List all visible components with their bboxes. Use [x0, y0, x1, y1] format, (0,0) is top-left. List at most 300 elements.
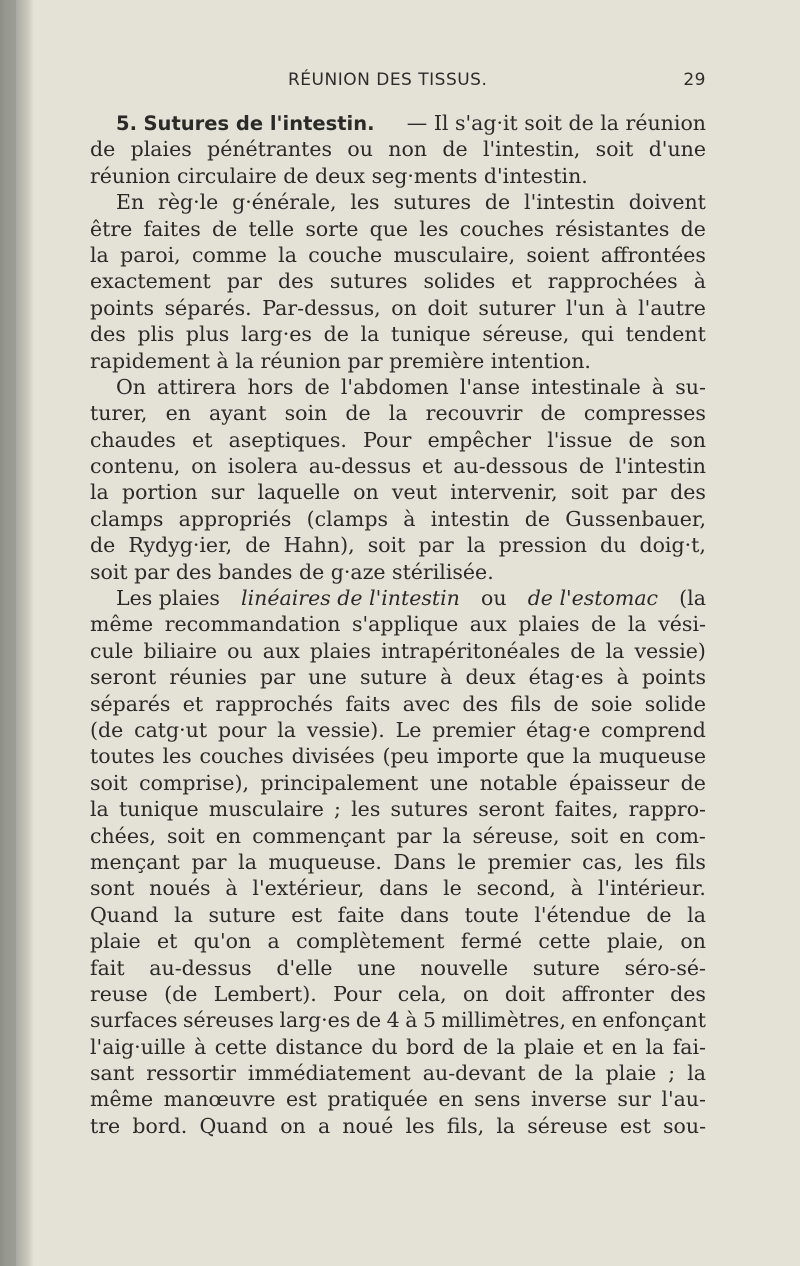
word: les [162, 744, 192, 769]
word: plis [137, 322, 175, 347]
word: la [90, 480, 109, 505]
word: l'aig·uille [90, 1034, 186, 1059]
word: la [645, 1034, 665, 1059]
word: sutures [390, 797, 469, 822]
word: on [680, 929, 706, 954]
word: second, [476, 876, 556, 901]
word: l'un [565, 295, 605, 320]
word: turer, [90, 401, 148, 426]
word: son [669, 427, 706, 452]
text-line: réunion circulaire de deux seg·ments d'intestin. [90, 163, 588, 188]
section-title: Sutures de l'intestin. [143, 112, 375, 135]
word: cas, [582, 849, 623, 874]
word: laquelle [257, 480, 340, 505]
word: Dans [393, 849, 446, 874]
word: distance [275, 1034, 363, 1059]
word: aux [469, 612, 507, 637]
word: couche [308, 242, 383, 267]
word: Le [395, 717, 422, 742]
word: étag·es [528, 665, 604, 690]
word: On [116, 374, 147, 399]
word: su- [675, 374, 706, 399]
word: aseptiques. [228, 427, 347, 452]
italic-phrase: linéaires de l'intestin [241, 586, 460, 611]
word: par [621, 480, 657, 505]
word: de [680, 216, 706, 241]
word: à [194, 1034, 207, 1059]
text-line [90, 664, 706, 690]
word: points [641, 665, 706, 690]
word: et [182, 691, 204, 716]
word: la [687, 1061, 706, 1086]
word: plaie, [606, 929, 665, 954]
word: au-dessous [453, 454, 569, 479]
word: faite [337, 902, 385, 927]
word: couches [459, 216, 545, 241]
word: et [192, 427, 213, 452]
word: intestin [430, 506, 510, 531]
word: complètement [296, 929, 445, 954]
word: réunies [169, 665, 247, 690]
word: l'intestin, [482, 137, 581, 162]
word: en [215, 823, 242, 848]
word: chées, [90, 823, 156, 848]
word: même [90, 612, 154, 637]
italic-phrase: de l'estomac [527, 586, 659, 611]
word: commençant [252, 823, 386, 848]
word: de [553, 691, 579, 716]
word: suture [532, 955, 600, 980]
word: à [693, 269, 706, 294]
word: soient [526, 242, 590, 267]
word: ou [227, 638, 253, 663]
word: affronter [561, 981, 654, 1006]
word: veut [391, 480, 438, 505]
word: en [571, 1008, 597, 1033]
word: plaie [523, 1034, 575, 1059]
text-line [90, 717, 706, 743]
word: hors [247, 374, 294, 399]
word: tendent [625, 322, 706, 347]
word: au-devant [422, 1061, 526, 1086]
word: sutures [393, 190, 472, 215]
word: qui [581, 322, 614, 347]
word: de [212, 216, 238, 241]
text-line [90, 849, 706, 875]
body-text [90, 110, 706, 1139]
word: des [462, 691, 499, 716]
text-line [90, 928, 706, 954]
word: com- [655, 823, 706, 848]
word: la [360, 322, 380, 347]
text-line [90, 1086, 706, 1112]
word: a [317, 1113, 331, 1138]
section-heading [116, 110, 375, 136]
word: vessie) [634, 638, 706, 663]
word: plaies [309, 638, 371, 663]
word: plaies [130, 137, 192, 162]
word: la [90, 797, 109, 822]
text-line [90, 955, 706, 981]
word: suturer [478, 295, 556, 320]
word: Quand [199, 1113, 269, 1138]
word: soit [367, 533, 406, 558]
word: a [267, 929, 280, 954]
word: avec [402, 691, 451, 716]
word: à [225, 876, 238, 901]
word: Pour [363, 427, 412, 452]
word: (de [164, 981, 198, 1006]
word: d'elle [276, 955, 333, 980]
word: est [619, 1113, 651, 1138]
word: on [280, 1113, 306, 1138]
word: qu'on [193, 929, 252, 954]
text-line [90, 189, 706, 215]
word: cule [90, 638, 134, 663]
word: pénétrantes [207, 137, 333, 162]
word: empêcher [427, 427, 532, 452]
word: règ·le [158, 190, 219, 215]
word: solides [423, 269, 496, 294]
word: plaie [605, 1061, 657, 1086]
word: doig·t, [639, 533, 706, 558]
word: principalement [260, 770, 419, 795]
word: l'intestin [524, 190, 615, 215]
word: muqueuse [599, 744, 706, 769]
word: séparés. [164, 295, 252, 320]
word: sorte [305, 216, 359, 241]
page-number: 29 [683, 70, 706, 90]
text-line [90, 981, 706, 1007]
word: des [90, 322, 126, 347]
word: est [291, 902, 323, 927]
word: rapprochés [215, 691, 334, 716]
word: des [670, 981, 706, 1006]
running-title: RÉUNION DES TISSUS. [288, 70, 488, 90]
word: la [388, 401, 408, 426]
word: solide [644, 691, 706, 716]
word: plaie [90, 929, 141, 954]
word: de [524, 506, 550, 531]
word: la [278, 242, 297, 267]
word: soit [570, 480, 609, 505]
text-line [90, 374, 706, 400]
text-line [90, 796, 706, 822]
word: manœuvre [163, 1087, 276, 1112]
word: les [350, 190, 380, 215]
word: telle [248, 216, 295, 241]
word: et [156, 929, 178, 954]
word: par [260, 665, 296, 690]
text-line [90, 321, 706, 347]
text-line [90, 295, 706, 321]
word: séreuse [527, 1113, 608, 1138]
section-number: 5. [116, 112, 137, 135]
word: plus [185, 322, 230, 347]
word: en [619, 823, 645, 848]
word: suture [208, 902, 276, 927]
text-line [90, 875, 706, 901]
word: l'au- [661, 1087, 706, 1112]
text-line [90, 638, 706, 664]
word: seront [90, 665, 157, 690]
word: l'abdomen [340, 374, 449, 399]
word: Quand [90, 902, 159, 927]
word: de [90, 533, 116, 558]
word: plaies [518, 612, 580, 637]
page-header [90, 70, 706, 100]
text-line [90, 453, 706, 479]
word: suture [359, 665, 428, 690]
word: la [238, 849, 257, 874]
word: sur [210, 480, 245, 505]
word: de [591, 612, 617, 637]
line-text: Les plaies [116, 586, 227, 611]
word: tunique [391, 322, 471, 347]
word: inverse [530, 1087, 607, 1112]
word: en [611, 1034, 638, 1059]
word: fait [90, 955, 125, 980]
text-line [90, 268, 706, 294]
line-text: — Il s'ag·it soit de la réunion [406, 111, 706, 135]
line-text: (la [672, 586, 706, 611]
word: et [422, 454, 443, 479]
word: au-dessus [308, 454, 412, 479]
word: sou- [663, 1113, 706, 1138]
word: affrontées [600, 242, 706, 267]
word: des [278, 269, 314, 294]
word: tunique [118, 797, 199, 822]
word: soit [570, 823, 609, 848]
word: doivent [628, 190, 706, 215]
text-line [90, 1060, 706, 1086]
word: Gussenbauer, [565, 506, 706, 531]
word: faites, [554, 797, 619, 822]
word: pression [498, 533, 587, 558]
word: ressortir [146, 1061, 236, 1086]
word: de [646, 902, 672, 927]
word: comme [192, 242, 267, 267]
word: l'extérieur, [252, 876, 365, 901]
word: bord [406, 1034, 455, 1059]
word: intervenir, [450, 480, 558, 505]
text-line [90, 1113, 706, 1139]
text-line [90, 902, 706, 928]
word: de [355, 1008, 382, 1033]
word: (clamps [306, 506, 388, 531]
word: vési- [658, 612, 706, 637]
word: fils [675, 849, 706, 874]
word: soit [90, 770, 128, 795]
text-line [90, 1034, 706, 1060]
word: l'issue [547, 427, 613, 452]
word: le [443, 876, 462, 901]
word: de [578, 454, 605, 479]
word: les [405, 1113, 435, 1138]
word: de [442, 137, 468, 162]
word: en [165, 401, 191, 426]
word: 5 [422, 1008, 436, 1033]
word: premier [487, 849, 571, 874]
word: points [90, 295, 154, 320]
word: ; [334, 797, 341, 822]
word: l'étendue [534, 902, 631, 927]
word: non [388, 137, 428, 162]
word: du [371, 1034, 398, 1059]
word: g·énérale, [232, 190, 337, 215]
word: la [627, 612, 647, 637]
word: la [687, 902, 706, 927]
word: séreuse, [472, 823, 560, 848]
word: sur [617, 1087, 651, 1112]
text-line [90, 691, 706, 717]
word: rapprochées [547, 269, 678, 294]
word: pour [217, 717, 267, 742]
text-line [90, 823, 706, 849]
text-line [90, 136, 706, 162]
word: exactement [90, 269, 211, 294]
word: de [680, 770, 706, 795]
word: Lembert). [213, 981, 317, 1006]
word: épaisseur [569, 770, 670, 795]
word: doit [504, 981, 546, 1006]
word: la [90, 242, 109, 267]
word: nouvelle [420, 955, 509, 980]
word: même [90, 1087, 154, 1112]
word: la [496, 1113, 516, 1138]
word: de [628, 427, 654, 452]
text-line [90, 110, 706, 136]
word: séreuses [182, 1008, 274, 1033]
word: toutes [90, 744, 155, 769]
word: importe [436, 744, 519, 769]
word: en [438, 1087, 464, 1112]
word: par [396, 823, 432, 848]
word: au-dessus [149, 955, 252, 980]
text-line [90, 585, 706, 611]
word: fai- [672, 1034, 706, 1059]
word: couches [199, 744, 284, 769]
word: par [191, 849, 227, 874]
word: soie [590, 691, 633, 716]
word: de [537, 1061, 563, 1086]
word: clamps [90, 506, 164, 531]
word: compresses [583, 401, 706, 426]
word: on [391, 295, 417, 320]
text-line [90, 1007, 706, 1033]
word: soin [284, 401, 328, 426]
word: fils, [446, 1113, 485, 1138]
word: intestinale [531, 374, 641, 399]
word: de [90, 137, 116, 162]
word: on [463, 981, 489, 1006]
word: la [174, 902, 193, 927]
word: que [526, 744, 565, 769]
word: Pour [333, 981, 382, 1006]
word: reuse [90, 981, 148, 1006]
word: étag·e [526, 717, 591, 742]
word: En [116, 190, 145, 215]
word: la [496, 1034, 516, 1059]
word: l'anse [459, 374, 521, 399]
word: sutures [329, 269, 408, 294]
word: faites [143, 216, 201, 241]
word: une [429, 770, 469, 795]
word: de [323, 322, 349, 347]
word: noué [342, 1113, 394, 1138]
word: de [245, 533, 271, 558]
word: noués [149, 876, 211, 901]
word: rappro- [628, 797, 706, 822]
word: 4 [386, 1008, 400, 1033]
word: recommandation [164, 612, 341, 637]
word: à [570, 876, 583, 901]
word: de [484, 190, 511, 215]
word: deux [465, 665, 516, 690]
text-line [90, 479, 706, 505]
word: les [634, 849, 664, 874]
word: le [457, 849, 477, 874]
word: une [308, 665, 347, 690]
text-line [90, 611, 706, 637]
word: à [405, 1008, 418, 1033]
word: ayant [209, 401, 267, 426]
word: larg·es [241, 322, 312, 347]
word: toute [464, 902, 519, 927]
line-text: ou [474, 586, 514, 611]
word: la [277, 717, 297, 742]
word: comprend [601, 717, 706, 742]
word: biliaire [143, 638, 217, 663]
word: la [466, 533, 486, 558]
text-line [90, 743, 706, 769]
word: on [191, 454, 217, 479]
word: larg·es [279, 1008, 351, 1033]
text-line [90, 400, 706, 426]
word: divisées [291, 744, 375, 769]
word: la [605, 638, 625, 663]
word: de [570, 638, 596, 663]
word: à [440, 665, 453, 690]
word: l'intérieur. [597, 876, 706, 901]
word: comprise), [139, 770, 250, 795]
word: attirera [157, 374, 237, 399]
text-line: soit par des bandes de g·aze stérilisée. [90, 559, 494, 584]
word: séro-sé- [624, 955, 706, 980]
word: une [357, 955, 396, 980]
word: (de [90, 717, 124, 742]
word: cette [214, 1034, 267, 1059]
word: fermé [460, 929, 522, 954]
word: ou [347, 137, 373, 162]
word: par [226, 269, 262, 294]
word: doit [427, 295, 468, 320]
word: notable [479, 770, 558, 795]
word: chaudes [90, 427, 176, 452]
text-line [90, 532, 706, 558]
word: sant [90, 1061, 135, 1086]
word: catg·ut [134, 717, 208, 742]
word: de [304, 374, 330, 399]
word: les [419, 216, 449, 241]
word: aux [262, 638, 300, 663]
word: muqueuse. [268, 849, 382, 874]
word: sont [90, 876, 135, 901]
word: des [670, 480, 706, 505]
word: à [651, 374, 665, 399]
text-line [90, 242, 706, 268]
word: bord. [132, 1113, 188, 1138]
